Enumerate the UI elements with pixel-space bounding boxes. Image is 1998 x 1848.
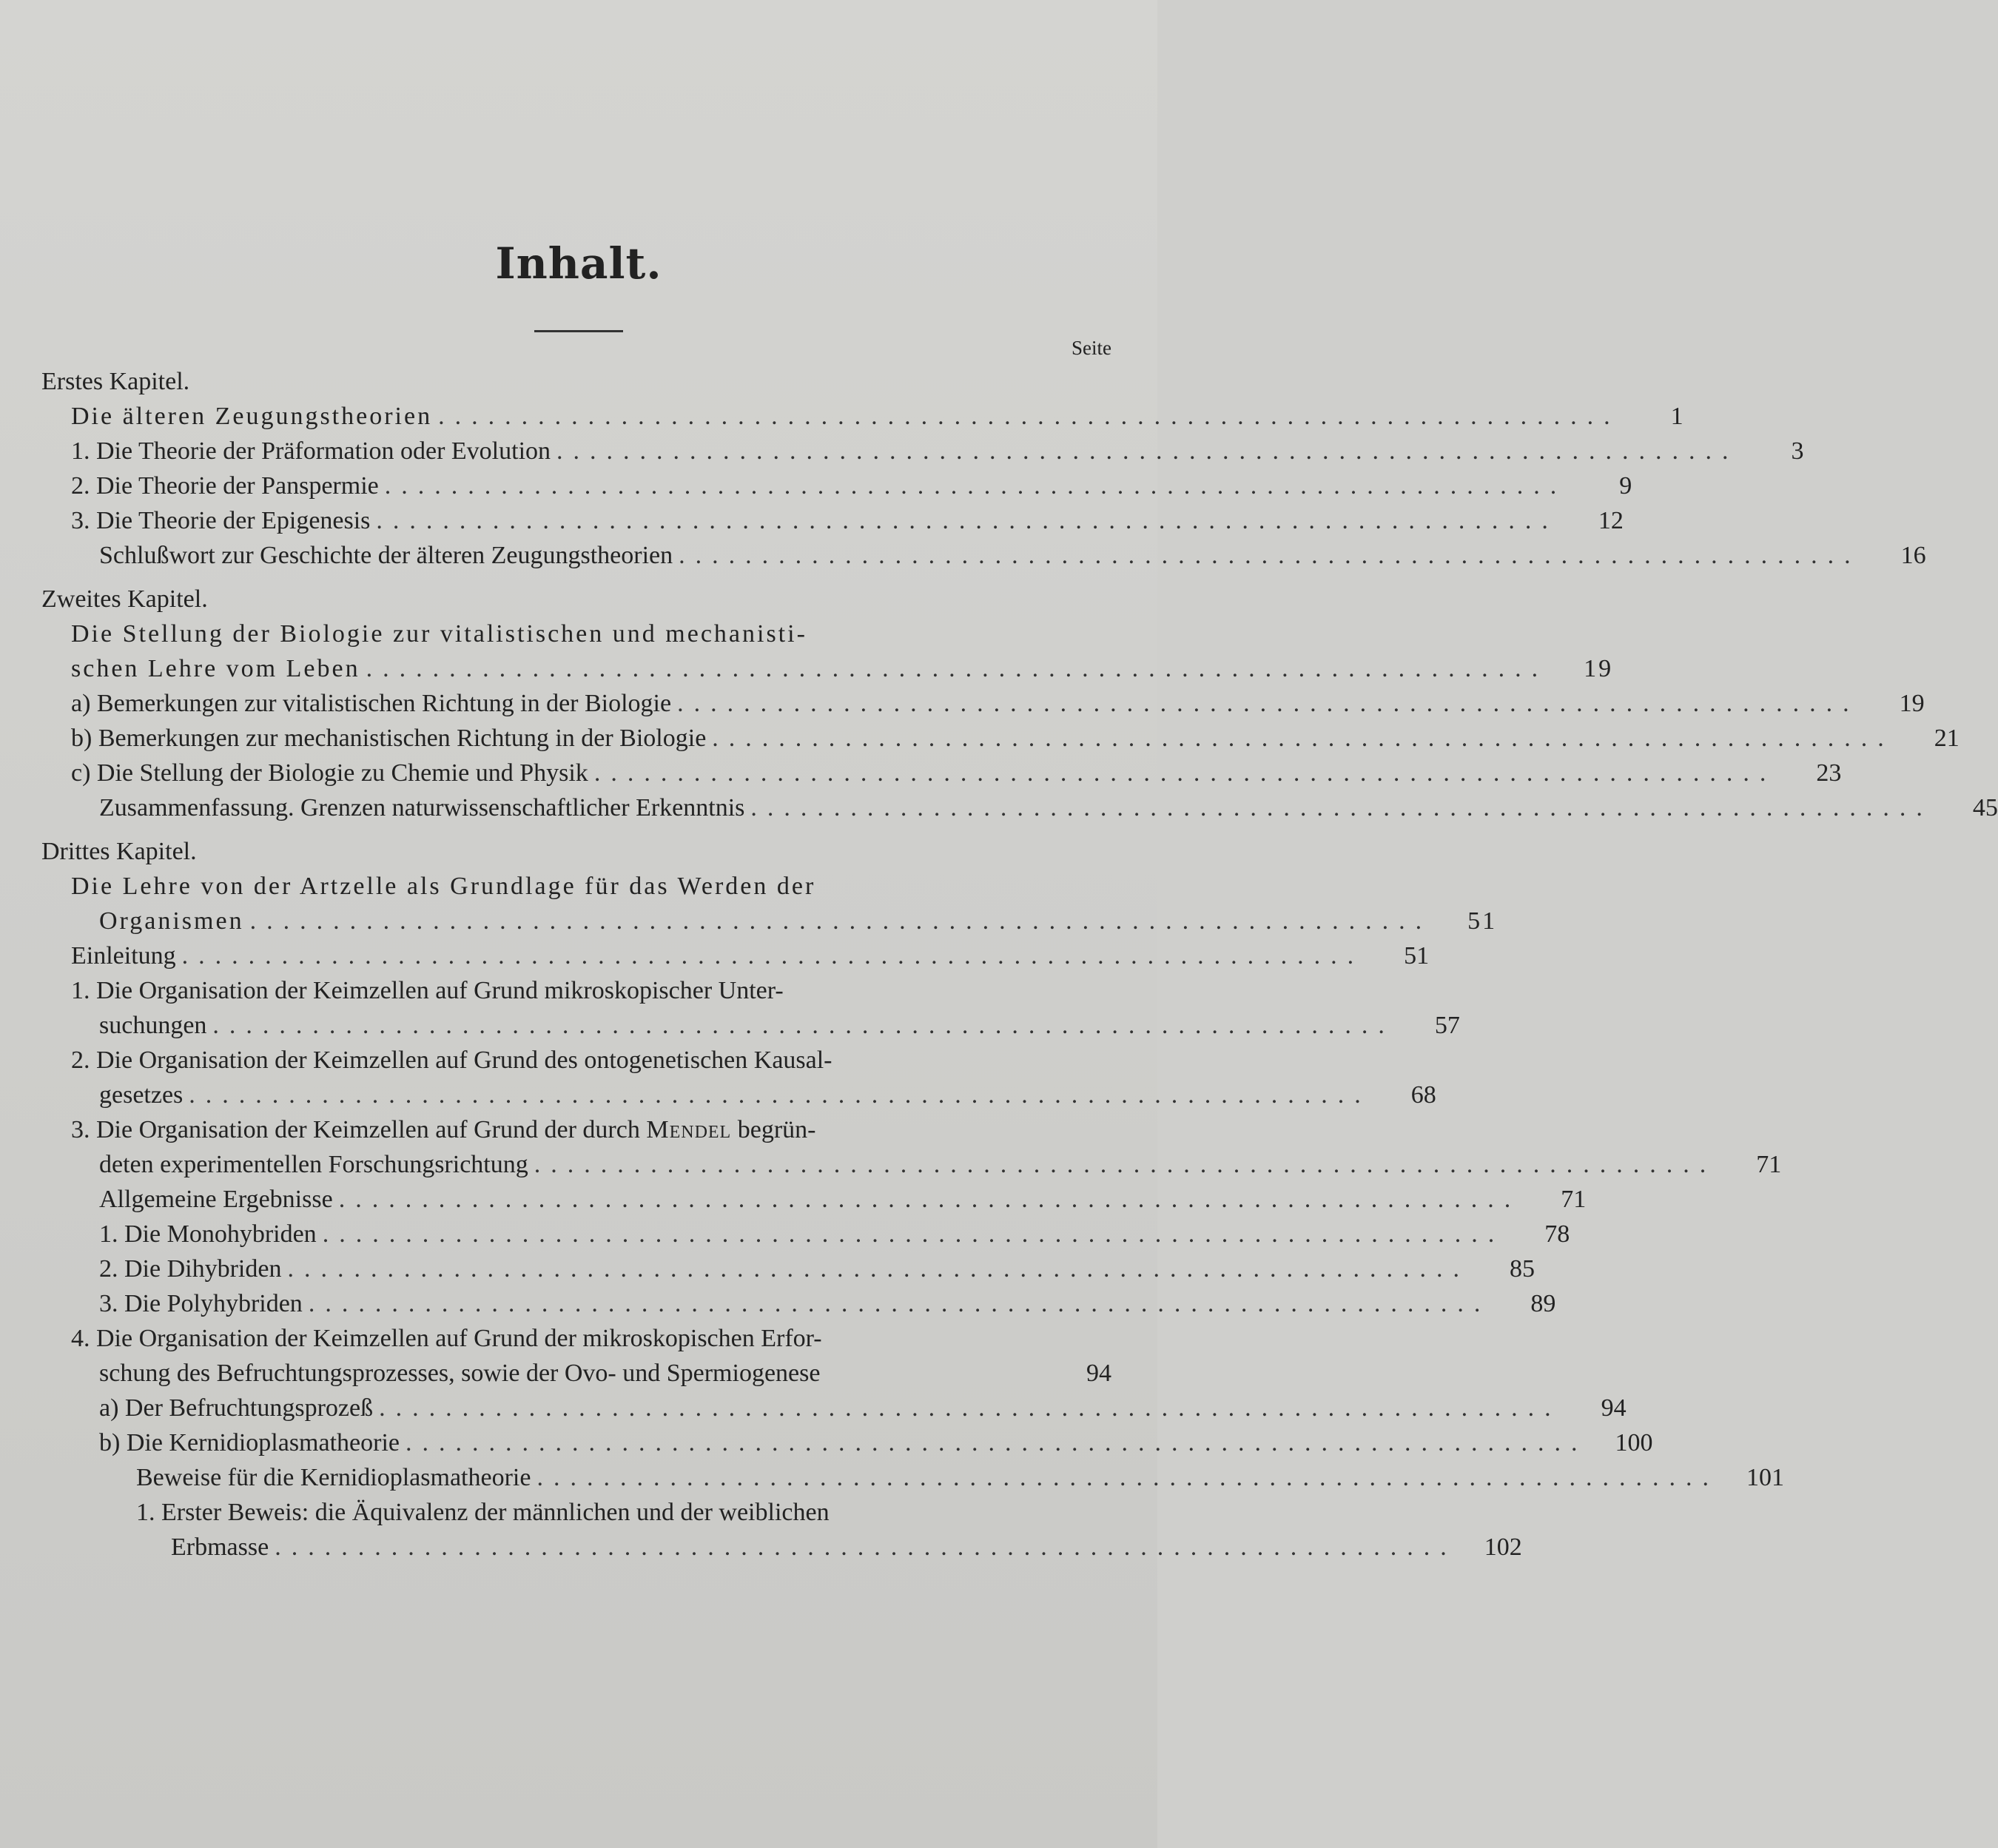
toc-entry-text: Die Monohybriden (124, 1220, 317, 1248)
toc-entry (41, 434, 1804, 468)
toc-entry (41, 756, 1842, 790)
toc-page-number: 12 (1598, 507, 1624, 534)
toc-entry (41, 538, 1926, 573)
dot-leader: ....................................................................... (308, 1290, 1491, 1317)
toc-page-number: 57 (1434, 1012, 1460, 1039)
chapter-heading: Zweites Kapitel. (41, 585, 208, 613)
dot-leader: ....................................................................... (679, 542, 1861, 569)
toc-page-number: 19 (1584, 655, 1614, 682)
dot-leader: ....................................................................... (712, 725, 1894, 752)
toc-entry-text: schen Lehre vom Leben (71, 655, 360, 682)
toc-page-number: 16 (1900, 542, 1926, 569)
toc-entry-line (41, 973, 1111, 1008)
dot-leader: ....................................................................... (287, 1255, 1470, 1283)
toc-entry (41, 1356, 1111, 1391)
dot-leader: ....................................................................... (322, 1220, 1505, 1248)
toc-entry-number: 3. (71, 1116, 90, 1143)
toc-entry-text: Bemerkungen zur vitalistischen Richtung in der Biologie (96, 690, 672, 717)
toc-entry-number: 3. (99, 1290, 118, 1317)
chapter-topic (41, 904, 1498, 938)
toc-entry-number: 2. (71, 1046, 90, 1074)
chapter-topic-line: Die Stellung der Biologie zur vitalistischen und mechanisti- (71, 620, 807, 648)
toc-page-number: 1 (1670, 403, 1686, 430)
toc-page-number: 100 (1615, 1429, 1653, 1456)
toc-page-number: 45 (1972, 794, 1998, 821)
dot-leader: ....................................................................... (376, 507, 1558, 534)
table-of-contents (41, 364, 1998, 1565)
toc-entry-text: Die Stellung der Biologie zu Chemie und Physik (96, 759, 588, 787)
dot-leader: ....................................................................... (212, 1012, 1395, 1039)
toc-entry-number: 2. (71, 472, 90, 500)
toc-entry-number: 3. (71, 507, 90, 534)
toc-entry-line (41, 1495, 1111, 1530)
toc-entry-number: 1. (71, 437, 90, 465)
toc-page-number: 89 (1530, 1290, 1556, 1317)
toc-entry (41, 1008, 1460, 1043)
toc-entry-text: Die Organisation der Keimzellen auf Grund mikroskopischer Unter- (96, 977, 784, 1004)
dot-leader: ....................................................................... (593, 759, 1777, 787)
toc-entry-number: a) (71, 690, 91, 717)
toc-entry-number: b) (71, 725, 92, 752)
toc-page-number: 51 (1404, 942, 1430, 970)
toc-entry-text: Einleitung (71, 942, 176, 970)
toc-entry-text: Die Theorie der Epigenesis (96, 507, 371, 534)
toc-page-number: 85 (1509, 1255, 1535, 1283)
toc-entry-number: 4. (71, 1325, 90, 1352)
toc-entry-text: Bemerkungen zur mechanistischen Richtung in der Biologie (98, 725, 707, 752)
toc-page-number: 19 (1899, 690, 1925, 717)
toc-page-number: 102 (1484, 1533, 1522, 1561)
dot-leader: ....................................................................... (536, 1464, 1719, 1491)
toc-entry-text: Die Organisation der Keimzellen auf Grund des ontogenetischen Kausal- (96, 1046, 832, 1074)
toc-entry-text: Die Dihybriden (124, 1255, 282, 1283)
toc-entry-text: deten experimentellen Forschungsrichtung (99, 1151, 528, 1178)
toc-entry (41, 1530, 1522, 1565)
dot-leader: ....................................................................... (405, 1429, 1588, 1456)
toc-page-number: 51 (1467, 907, 1498, 935)
toc-entry-text: Die Organisation der Keimzellen auf Grund der mikroskopischen Erfor- (96, 1325, 822, 1352)
toc-page-number: 78 (1544, 1220, 1570, 1248)
dot-leader: ....................................................................... (249, 907, 1433, 935)
toc-entry (41, 468, 1632, 503)
toc-entry-number: 1. (99, 1220, 118, 1248)
chapter-topic (41, 399, 1686, 434)
toc-entry (41, 721, 1960, 756)
chapter-heading: Drittes Kapitel. (41, 838, 197, 865)
toc-entry (41, 1391, 1627, 1425)
toc-page-number: 101 (1746, 1464, 1784, 1491)
page-column-label: Seite (1072, 337, 1111, 359)
toc-entry (41, 503, 1624, 538)
toc-entry-line (41, 1043, 1111, 1078)
toc-entry-number: 1. (71, 977, 90, 1004)
toc-entry (41, 1425, 1653, 1460)
toc-entry-text: Erster Beweis: die Äquivalenz der männlichen und der weiblichen (161, 1499, 830, 1526)
chapter-topic (41, 651, 1614, 686)
toc-page-number: 21 (1934, 725, 1960, 752)
toc-entry-text: Beweise für die Kernidioplasmatheorie (136, 1464, 531, 1491)
toc-entry-number: 2. (99, 1255, 118, 1283)
dot-leader: ....................................................................... (438, 403, 1621, 430)
toc-entry-text: Die Polyhybriden (124, 1290, 303, 1317)
toc-entry (41, 938, 1430, 973)
toc-entry-line (41, 1112, 1111, 1147)
toc-entry (41, 1147, 1782, 1182)
toc-page-number: 94 (1601, 1394, 1627, 1422)
dot-leader: ....................................................................... (189, 1081, 1371, 1109)
toc-entry (41, 1460, 1784, 1495)
dot-leader: ....................................................................... (181, 942, 1365, 970)
toc-entry-text: Der Befruchtungsprozeß (124, 1394, 374, 1422)
dot-leader: ....................................................................... (366, 655, 1549, 682)
toc-entry-text: Die Theorie der Präformation oder Evolution (96, 437, 551, 465)
dot-leader: ....................................................................... (534, 1151, 1717, 1178)
dot-leader: ....................................................................... (677, 690, 1860, 717)
toc-entry (41, 1251, 1535, 1286)
toc-entry-text: Allgemeine Ergebnisse (99, 1186, 333, 1213)
toc-entry-number: c) (71, 759, 91, 787)
page-title: Inhalt. (495, 238, 662, 289)
toc-entry-text: Die Kernidioplasmatheorie (126, 1429, 400, 1456)
toc-entry-number: a) (99, 1394, 119, 1422)
toc-entry-text: schung des Befruchtungsprozesses, sowie der Ovo- und Spermiogenese (99, 1360, 821, 1387)
toc-entry-number: 1. (136, 1499, 155, 1526)
toc-entry-text: Organismen (99, 907, 244, 935)
toc-entry (41, 1078, 1436, 1112)
toc-entry (41, 1182, 1587, 1217)
toc-entry-text: Die älteren Zeugungstheorien (71, 403, 433, 430)
chapter-heading: Erstes Kapitel. (41, 368, 190, 395)
dot-leader: ....................................................................... (750, 794, 1933, 821)
author-name: Mendel (646, 1116, 732, 1143)
toc-entry-number: b) (99, 1429, 121, 1456)
toc-entry (41, 1217, 1570, 1251)
dot-leader: ....................................................................... (275, 1533, 1457, 1561)
toc-page-number: 94 (1086, 1360, 1111, 1387)
dot-leader: ....................................................................... (338, 1186, 1521, 1213)
dot-leader: ....................................................................... (379, 1394, 1561, 1422)
toc-entry-text: Zusammenfassung. Grenzen naturwissenschaftlicher Erkenntnis (99, 794, 745, 821)
dot-leader: ....................................................................... (556, 437, 1739, 465)
toc-page-number: 71 (1561, 1186, 1587, 1213)
toc-entry-text: gesetzes (99, 1081, 184, 1109)
dot-leader: ....................................................................... (384, 472, 1567, 500)
toc-page-number: 9 (1619, 472, 1632, 500)
toc-entry (41, 686, 1925, 721)
toc-entry-text: begrün- (737, 1116, 816, 1143)
toc-entry-text: Schlußwort zur Geschichte der älteren Zeugungstheorien (99, 542, 673, 569)
toc-entry (41, 1286, 1556, 1321)
toc-entry-text: Erbmasse (171, 1533, 269, 1561)
title-rule (534, 330, 623, 332)
toc-entry-line (41, 1321, 1111, 1356)
toc-entry-text: Die Theorie der Panspermie (96, 472, 379, 500)
toc-entry-text: Die Organisation der Keimzellen auf Grund der durch (96, 1116, 640, 1143)
toc-page-number: 3 (1791, 437, 1804, 465)
toc-page-number: 23 (1816, 759, 1842, 787)
toc-entry-text: suchungen (99, 1012, 207, 1039)
chapter-topic-line: Die Lehre von der Artzelle als Grundlage für das Werden der (71, 873, 816, 900)
toc-page-number: 71 (1756, 1151, 1782, 1178)
toc-page-number: 68 (1410, 1081, 1436, 1109)
toc-entry (41, 790, 1998, 825)
